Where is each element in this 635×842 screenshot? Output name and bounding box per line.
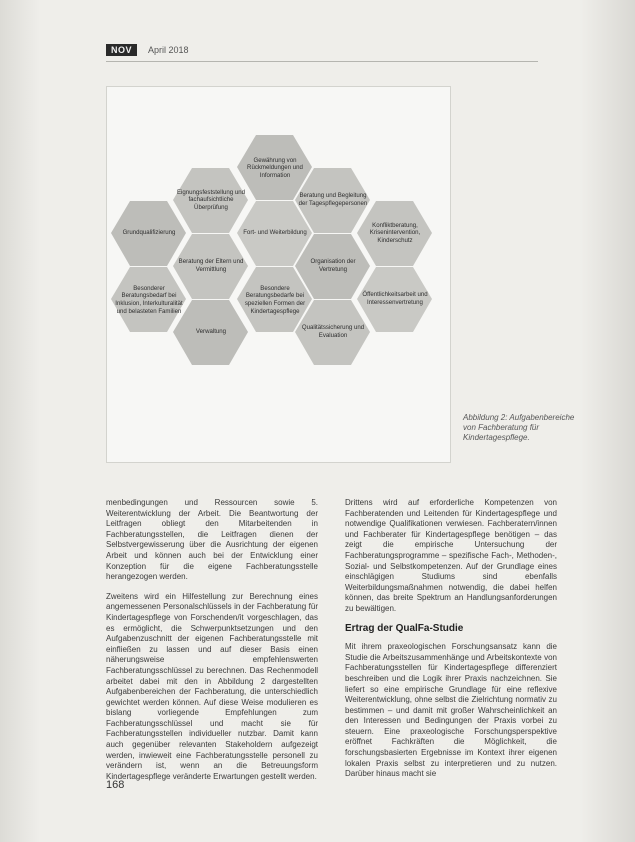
hex-label-9: Besonderer Beratungsbedarf bei Inklusion, Interkulturalität und belasteten Familien	[115, 284, 183, 315]
paragraph: menbedingungen und Ressourcen sowie 5. Weiterentwicklung der Arbeit. Die Beantwortung der Leitfragen obliegt den Mitarbeitenden in Fachberatungsstellen, die Leitfragen dienen der Selbstvergewisserung über die Ausrichtung der eigenen Arbeit und können auch bei der Entwicklung einer Konzeption für die eigene Fachberatungsstelle herangezogen werden.	[106, 498, 318, 582]
journal-tag: NOV	[106, 44, 137, 56]
header-divider	[106, 61, 538, 62]
hex-label-7: Beratung der Eltern und Vermittlung	[178, 258, 244, 273]
text-column-left	[106, 498, 318, 791]
hex-label-13: Qualitätssicherung und Evaluation	[301, 324, 365, 339]
text-column-right	[345, 498, 557, 789]
hex-label-10: Besondere Beratungsbedarfe bei speziellen Formen der Kindertagespflege	[244, 284, 306, 315]
paragraph: Mit ihrem praxeologischen Forschungsansatz kann die Studie die Arbeitszusammenhänge und Arbeitskontexte von Fachberatungsstellen für Kindertagespflege differenziert beschreiben und die Logik ihrer Praxis nachzeichnen. Sie liefert so eine empirische Grundlage für eine reflexive Weiterentwicklung, ohne selbst die Zielrichtung normativ zu bestimmen – und damit mit großer Wahrscheinlichkeit an den Interessen und Bedingungen der Praxis vorbei zu steuern. Eine praxeologische Forschungsperspektive eröffnet Fachkräften die Möglichkeit, die forschungsbasierten Ergebnisse im Kontext ihrer eigenen lokalen Praxis selbst zu interpretieren und zu nutzen. Darüber hinaus macht sie	[345, 642, 557, 779]
figure-hexagon-diagram	[106, 86, 451, 463]
hex-label-8: Organisation der Vertretung	[310, 258, 356, 273]
hex-label-6: Konfliktberatung, Krisenintervention, Kinderschutz	[369, 221, 421, 244]
figure-caption: Abbildung 2: Aufgabenbereiche von Fachberatung für Kindertagespflege.	[463, 413, 575, 442]
hex-label-1: Gewährung von Rückmeldungen und Information	[247, 156, 303, 179]
hex-label-11: Öffentlichkeitsarbeit und Interessenvertretung	[362, 291, 428, 306]
issue-date: April 2018	[148, 45, 189, 55]
page-number: 168	[106, 779, 125, 791]
hex-label-3: Beratung und Begleitung der Tagespflegepersonen	[298, 192, 368, 207]
hex-label-12: Verwaltung	[195, 328, 227, 336]
hex-label-5: Fort- und Weiterbildung	[243, 229, 307, 237]
hex-label-4: Grundqualifizierung	[122, 229, 176, 237]
paragraph: Drittens wird auf erforderliche Kompetenzen von Fachberatenden und Leitenden für Kindertagespflege und notwendige Qualifikationen verwiesen. Fachberatern/innen und Fachberater für Kindertagespflege benötigen – das zeigt die empirische Untersuchung der Fachberatungsprogramme – spezifische Fach-, Methoden-, Sozial- und Selbstkompetenzen. Auf der Grundlage eines einschlägigen Studiums sind ebenfalls Weiterbildungsmaßnahmen notwendig, die dabei helfen können, das breite Spektrum an Handlungsanforderungen zu bewältigen.	[345, 498, 557, 613]
hex-label-2: Eignungsfeststellung und fachaufsichtliche Überprüfung	[176, 188, 246, 211]
section-heading: Ertrag der QualFa-Studie	[345, 622, 464, 634]
paragraph: Zweitens wird ein Hilfestellung zur Berechnung eines angemessenen Personalschlüssels in der Fachberatung für Kindertagespflege von Forschenden/it vorgeschlagen, das es ermöglicht, die Schwerpunktsetzungen und den Aufgabenzuschnitt der eigenen Fachberatungsstelle mit einfließen zu lassen und auf dieser Basis einen näherungsweise empfehlenswerten Fachberatungsschlüssel zu berechnen. Das Rechenmodell arbeitet dabei mit den in Abbildung 2 dargestellten Aufgabenbereichen der Fachberatung, die unterschiedlich gewichtet werden können. Auf diese Weise modulieren es bislang vorliegende Empfehlungen zum Fachberatungsschlüssel und macht sie für Fachberatungsstellen individueller nutzbar. Damit kann auch gegenüber relevanten Stakeholdern aufgezeigt werden, inwieweit eine Fachberatungsstelle personell zu verändern ist, wenn an die Betreuungsform Kindertagespflege veränderte Erwartungen gestellt werden.	[106, 591, 318, 781]
